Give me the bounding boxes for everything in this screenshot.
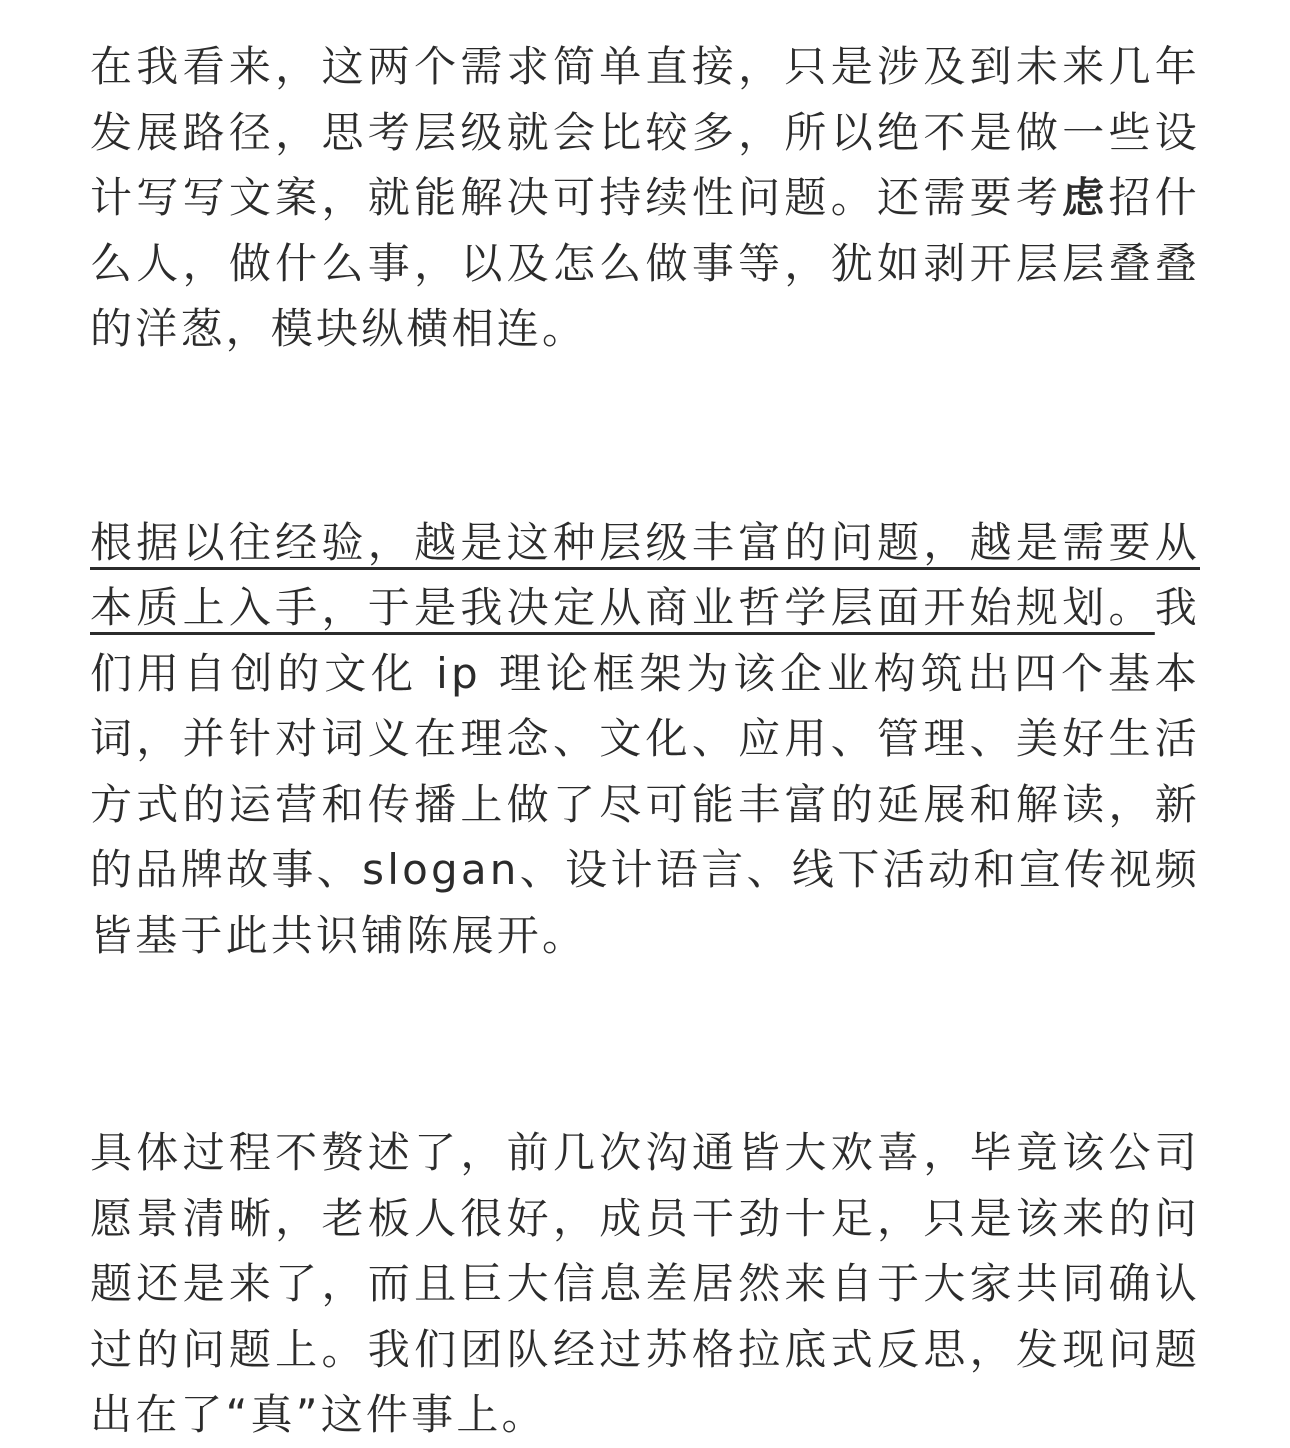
article-body bbox=[90, 34, 1200, 1448]
paragraph-2 bbox=[90, 510, 1200, 969]
paragraph-1-text-b: 招什么人，做什么事，以及怎么做事等，犹如剥开层层叠叠的洋葱，模块纵横相连。 bbox=[90, 173, 1200, 353]
paragraph-1 bbox=[90, 34, 1200, 362]
paragraph-3-text: 具体过程不赘述了，前几次沟通皆大欢喜，毕竟该公司愿景清晰，老板人很好，成员干劲十足，只是该来的问题还是来了，而且巨大信息差居然来自于大家共同确认过的问题上。我们团队经过苏格拉底式反思，发现问题出在了“真”这件事上。 bbox=[90, 1128, 1200, 1439]
paragraph-2-text: 我们用自创的文化 ip 理论框架为该企业构筑出四个基本词，并针对词义在理念、文化、应用、管理、美好生活方式的运营和传播上做了尽可能丰富的延展和解读，新的品牌故事、slogan、设计语言、线下活动和宣传视频皆基于此共识铺陈展开。 bbox=[90, 583, 1200, 960]
paragraph-spacer bbox=[90, 968, 1200, 1120]
paragraph-1-bold-char: 虑 bbox=[1062, 173, 1109, 222]
paragraph-2-underlined-text: 根据以往经验，越是这种层级丰富的问题，越是需要从本质上入手，于是我决定从商业哲学层面开始规划。 bbox=[90, 517, 1200, 632]
paragraph-1-text-a: 在我看来，这两个需求简单直接，只是涉及到未来几年发展路径，思考层级就会比较多，所以绝不是做一些设计写写文案，就能解决可持续性问题。还需要考 bbox=[90, 42, 1200, 222]
paragraph-spacer bbox=[90, 362, 1200, 510]
paragraph-3 bbox=[90, 1120, 1200, 1448]
